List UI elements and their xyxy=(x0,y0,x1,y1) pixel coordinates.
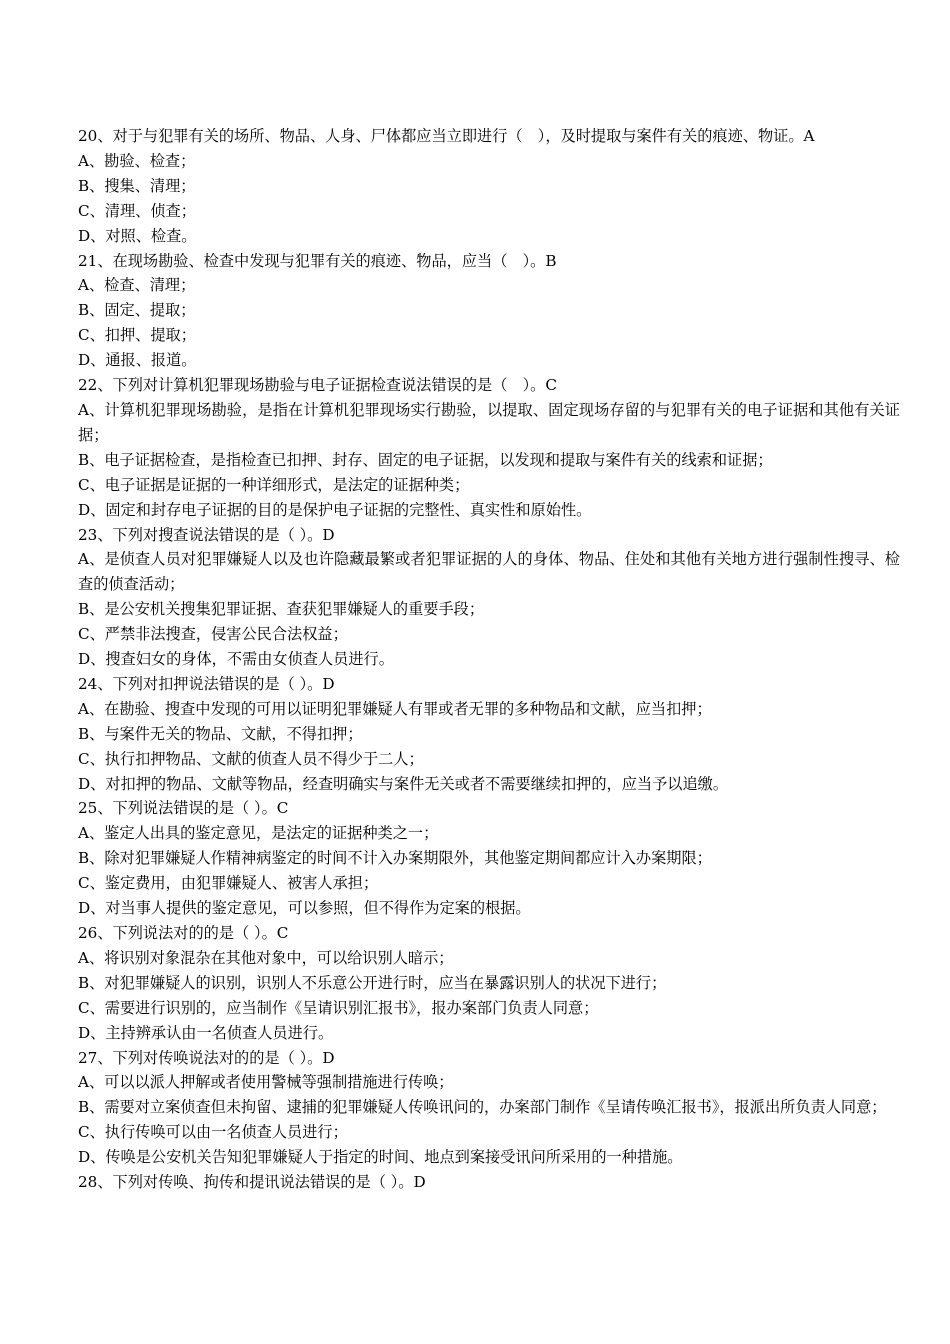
option-a: A、勘验、检查； xyxy=(78,151,196,170)
option-d: D、对扣押的物品、文献等物品，经查明确实与案件无关或者不需要继续扣押的，应当予以追缴。 xyxy=(78,774,729,793)
option-b: B、是公安机关搜集犯罪证据、查获犯罪嫌疑人的重要手段； xyxy=(78,600,485,619)
option-a: A、鉴定人出具的鉴定意见，是法定的证据种类之一； xyxy=(78,824,439,843)
option-c: C、执行传唤可以由一名侦查人员进行； xyxy=(78,1123,348,1142)
option-c: C、扣押、提取； xyxy=(78,326,196,345)
option-a: A、计算机犯罪现场勘验，是指在计算机犯罪现场实行勘验，以提取、固定现场存留的与犯罪有关的电子证据和其他有关证据； xyxy=(78,400,900,444)
option-d: D、对当事人提供的鉴定意见，可以参照，但不得作为定案的根据。 xyxy=(78,899,531,918)
question-stem: 26、下列说法对的的是（ ）。C xyxy=(78,924,289,942)
question-28 xyxy=(78,1170,900,1195)
question-stem: 24、下列对扣押说法错误的是（ ）。D xyxy=(78,674,335,693)
question-stem: 23、下列对搜查说法错误的是（ ）。D xyxy=(78,525,335,544)
question-27 xyxy=(78,1046,900,1171)
option-d: D、传唤是公安机关告知犯罪嫌疑人于指定的时间、地点到案接受讯问所采用的一种措施。 xyxy=(78,1148,683,1167)
option-d: D、固定和封存电子证据的目的是保护电子证据的完整性、真实性和原始性。 xyxy=(78,500,592,519)
option-a: A、可以以派人押解或者使用警械等强制措施进行传唤； xyxy=(78,1073,454,1092)
question-25 xyxy=(78,796,900,921)
option-b: B、需要对立案侦查但未拘留、逮捕的犯罪嫌疑人传唤讯问的，办案部门制作《呈请传唤汇报书》，报派出所负责人同意； xyxy=(78,1098,887,1117)
option-c: C、需要进行识别的，应当制作《呈请识别汇报书》，报办案部门负责人同意； xyxy=(78,998,599,1017)
option-a: A、在勘验、搜查中发现的可用以证明犯罪嫌疑人有罪或者无罪的多种物品和文献，应当扣押； xyxy=(78,699,712,718)
option-c: C、鉴定费用，由犯罪嫌疑人、被害人承担； xyxy=(78,874,379,893)
question-stem: 21、在现场勘验、检查中发现与犯罪有关的痕迹、物品，应当（ ）。B xyxy=(78,251,557,270)
option-b: B、与案件无关的物品、文献，不得扣押； xyxy=(78,724,363,743)
option-b: B、除对犯罪嫌疑人作精神病鉴定的时间不计入办案期限外，其他鉴定期间都应计入办案期限； xyxy=(78,849,712,868)
option-c: C、严禁非法搜查，侵害公民合法权益； xyxy=(78,625,348,644)
question-stem: 20、对于与犯罪有关的场所、物品、人身、尸体都应当立即进行（ ），及时提取与案件有关的痕迹、物证。A xyxy=(78,127,815,145)
question-24 xyxy=(78,672,900,797)
option-c: C、清理、侦查； xyxy=(78,201,196,220)
document-page xyxy=(78,124,900,1195)
option-a: A、检查、清理； xyxy=(78,276,196,295)
question-stem: 28、下列对传唤、拘传和提讯说法错误的是（ ）。D xyxy=(78,1173,426,1192)
question-stem: 22、下列对计算机犯罪现场勘验与电子证据检查说法错误的是（ ）。C xyxy=(78,376,557,395)
option-b: B、搜集、清理； xyxy=(78,176,196,195)
question-23 xyxy=(78,523,900,672)
question-stem: 25、下列说法错误的是（ ）。C xyxy=(78,799,289,818)
option-d: D、通报、报道。 xyxy=(78,351,197,370)
question-22 xyxy=(78,373,900,522)
option-a: A、是侦查人员对犯罪嫌疑人以及也许隐藏最繁或者犯罪证据的人的身体、物品、住处和其他有关地方进行强制性搜寻、检查的侦查活动； xyxy=(78,550,900,594)
option-a: A、将识别对象混杂在其他对象中，可以给识别人暗示； xyxy=(78,948,454,967)
option-c: C、执行扣押物品、文献的侦查人员不得少于二人； xyxy=(78,749,424,768)
option-b: B、对犯罪嫌疑人的识别，识别人不乐意公开进行时，应当在暴露识别人的状况下进行； xyxy=(78,973,667,992)
question-21 xyxy=(78,249,900,374)
option-d: D、搜查妇女的身体，不需由女侦查人员进行。 xyxy=(78,650,394,669)
option-b: B、固定、提取； xyxy=(78,301,196,320)
question-stem: 27、下列对传唤说法对的的是（ ）。D xyxy=(78,1048,335,1067)
question-20 xyxy=(78,124,900,249)
option-d: D、主持辨承认由一名侦查人员进行。 xyxy=(78,1023,334,1042)
option-d: D、对照、检查。 xyxy=(78,226,197,245)
option-b: B、电子证据检查，是指检查已扣押、封存、固定的电子证据，以发现和提取与案件有关的线索和证据； xyxy=(78,450,773,469)
question-26 xyxy=(78,921,900,1046)
option-c: C、电子证据是证据的一种详细形式，是法定的证据种类； xyxy=(78,475,470,494)
